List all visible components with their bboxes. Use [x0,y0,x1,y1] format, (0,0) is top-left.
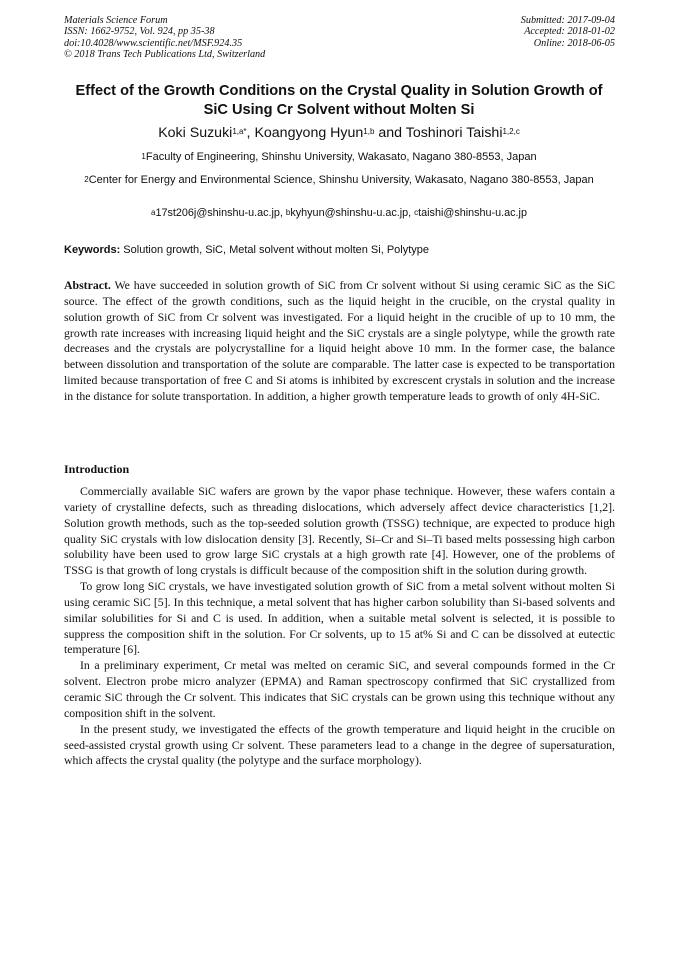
intro-paragraph: In a preliminary experiment, Cr metal was melted on ceramic SiC, and several compounds formed in the Cr solvent. Electron probe micro analyzer (EPMA) and Raman spectroscopy confirmed that SiC crystallized from ceramic SiC through the Cr solvent. This indicates that SiC crystals can be grown using this technique without any composition shift in the solvent. [64,658,615,720]
submission-dates [521,15,615,49]
accepted-date: Accepted: 2018-01-02 [524,26,615,38]
submitted-date: Submitted: 2017-09-04 [520,15,615,26]
author-separator: and [374,125,406,141]
author-name: Koki Suzuki [158,125,233,141]
email-address[interactable]: 17st206j@shinshu-u.ac.jp [155,207,280,219]
email-separator: , [408,207,415,219]
author-name: Koangyong Hyun [254,125,364,141]
copyright-line: © 2018 Trans Tech Publications Ltd, Switzerland [64,49,266,61]
affiliation-text: Faculty of Engineering, Shinshu University, Wakasato, Nagano 380-8553, Japan [145,151,537,163]
keywords-label: Keywords: [64,244,121,256]
email-address[interactable]: taishi@shinshu-u.ac.jp [418,207,527,219]
author-superscript: 1,a* [232,127,247,136]
email-address[interactable]: kyhyun@shinshu-u.ac.jp [290,207,409,219]
affiliation-marker: 2 [84,175,89,184]
author-list [64,124,614,142]
introduction-body [64,484,615,769]
abstract-text: We have succeeded in solution growth of SiC from Cr solvent without Si using ceramic SiC as the SiC source. The effect of the growth conditions, such as the liquid height in the crucible, on the crystal quality in solution growth of SiC from Cr solvent was investigated. For a liquid height in the crucible of up to 10 mm, the growth rate increases with increasing liquid height and the SiC crystals are a single polytype, while the growth rate decreases and the crystals are polycrystalline for a liquid height above 10 mm. In the former case, the balance between dissolution and transportation of the solute are comparable. The latter case is expected to be transportation limited because transportation of free C and Si atoms is inhibited by excrescent crystals in solution and the increase in the distance for solute transportation. In addition, a higher growth temperature leads to growth of only 4H-SiC. [64,278,615,403]
online-date: Online: 2018-06-05 [533,37,615,49]
author-name: Toshinori Taishi [405,125,503,141]
keywords-text: Solution growth, SiC, Metal solvent without molten Si, Polytype [120,244,430,256]
email-marker: b [285,208,291,217]
affiliation-1 [64,150,614,166]
email-list [64,206,614,221]
affiliation-marker: 1 [141,152,146,161]
abstract-label: Abstract. [64,278,111,292]
email-marker: a [151,208,156,217]
issn-line: ISSN: 1662-9752, Vol. 924, pp 35-38 [64,26,215,38]
intro-paragraph: Commercially available SiC wafers are grown by the vapor phase technique. However, these wafers contain a variety of crystalline defects, such as threading dislocations, which adversely affect device characteristics [1,2]. Solution growth methods, such as the top-seeded solution growth (TSSG) technique, are expected to produce high quality SiC crystals with low dislocation density [3]. Recently, Si–Cr and Si–Ti based melts possessing high carbon solubility have been used to grow large SiC crystals at a high growth rate [4]. However, one of the problems of TSSG is that growth of long crystals is difficult because of the composition shift in the solution during growth. [64,484,615,578]
introduction-heading: Introduction [64,462,130,476]
author-superscript: 1,2,c [502,127,520,136]
author-superscript: 1,b [363,127,375,136]
journal-name: Materials Science Forum [64,15,168,26]
affiliation-text: Center for Energy and Environmental Science, Shinshu University, Wakasato, Nagano 380-8553, Japan [88,174,594,186]
journal-info [64,15,265,61]
intro-paragraph: To grow long SiC crystals, we have investigated solution growth of SiC from a metal solvent without molten Si using ceramic SiC [5]. In this technique, a metal solvent that has higher carbon solubility than Si-based solvents and similar solubilities for Si and C is used. In addition, when a suitable metal solvent is selected, it is possible to suppress the composition shift in the solution. For Cr solvents, up to 15 at% Si and C can be dissolved at eutectic temperature [6]. [64,579,615,657]
paper-title: Effect of the Growth Conditions on the Crystal Quality in Solution Growth of SiC Using Cr Solvent without Molten Si [75,83,603,118]
intro-paragraph: In the present study, we investigated the effects of the growth temperature and liquid height in the crucible on seed-assisted crystal growth using Cr solvent. These parameters lead to a change in the degree of supersaturation, which affects the crystal quality (the polytype and the surface morphology). [64,721,615,768]
email-marker: c [414,208,419,217]
doi-line: doi:10.4028/www.scientific.net/MSF.924.35 [64,37,243,49]
email-separator: , [279,207,286,219]
keywords [64,243,615,258]
abstract [64,278,615,405]
affiliation-2 [64,173,614,189]
author-separator: , [246,125,255,141]
